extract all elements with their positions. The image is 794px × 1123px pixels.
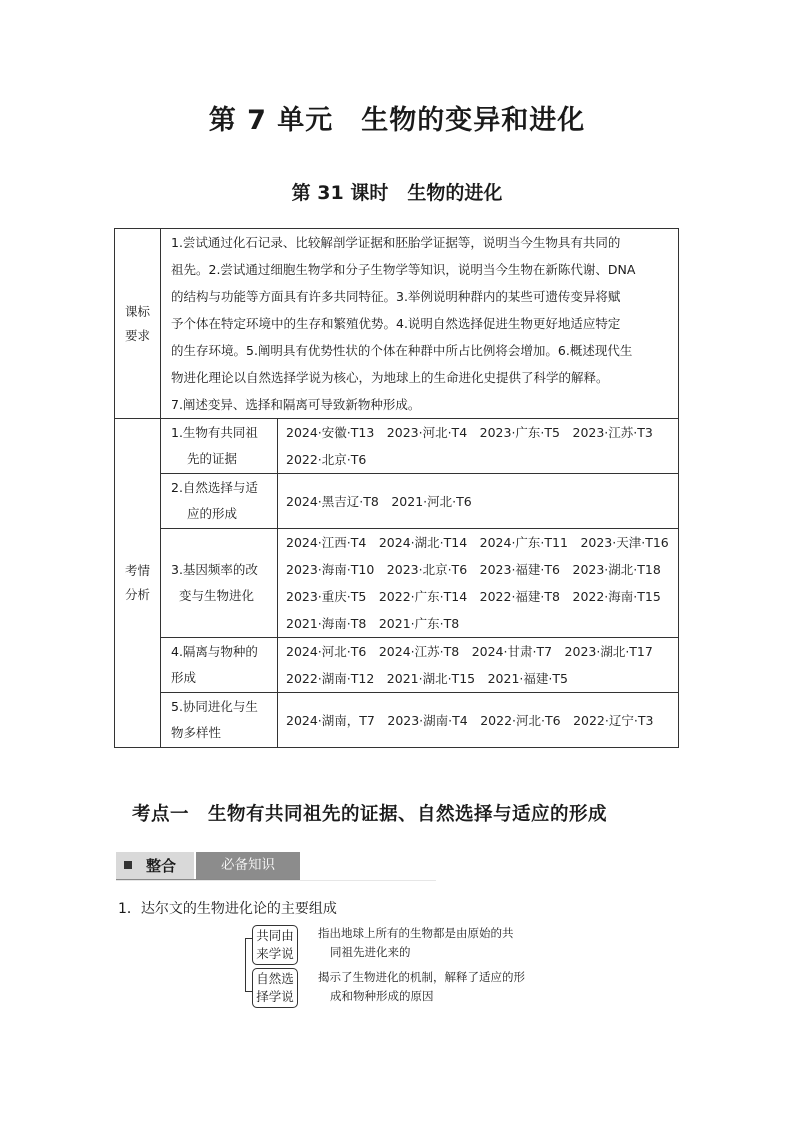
item-title: 1．达尔文的生物进化论的主要组成 bbox=[118, 901, 337, 917]
square-bullet-icon bbox=[124, 861, 132, 869]
analysis-row bbox=[115, 638, 679, 693]
topic-cell: 5.协同进化与生 物多样性 bbox=[161, 693, 278, 748]
mindmap-description: 指出地球上所有的生物都是由原始的共 同祖先进化来的 bbox=[318, 926, 514, 959]
topic-cell: 2.自然选择与适 应的形成 bbox=[161, 474, 278, 529]
section-banner bbox=[116, 852, 300, 881]
unit-title: 第 7 单元 生物的变异和进化 bbox=[208, 105, 586, 136]
banner-sub: 必备知识 bbox=[196, 852, 300, 879]
refs-cell: 2024·湖南，T7 2023·湖南·T4 2022·河北·T6 2022·辽宁·T3 bbox=[278, 693, 679, 748]
lesson-title: 第 31 课时 生物的进化 bbox=[291, 182, 503, 204]
refs-cell: 2024·安徽·T13 2023·河北·T4 2023·广东·T5 2023·江苏·T3 2022·北京·T6 bbox=[278, 419, 679, 474]
bracket bbox=[245, 938, 252, 992]
requirements-text: 1.尝试通过化石记录、比较解剖学证据和胚胎学证据等，说明当今生物具有共同的 祖先。2.尝试通过细胞生物学和分子生物学等知识，说明当今生物在新陈代谢、DNA 的结构与功能等方面具有许多共同特征。3.举例说明种群内的某些可遗传变异将赋 予个体在特定环境中的生存和繁殖优势。4.说明自然选择促进生物更好地适应特定 的生存环境。5.阐明具有优势性状的个体在种群中所占比例将会增加。6.概述现代生 物进化理论以自然选择学说为核心，为地球上的生命进化史提供了科学的解释。 7.阐述变异、选择和隔离可导致新物种形成。 bbox=[161, 229, 679, 419]
analysis-row bbox=[115, 529, 679, 638]
refs-cell: 2024·江西·T4 2024·湖北·T14 2024·广东·T11 2023·天津·T16 2023·海南·T10 2023·北京·T6 2023·福建·T6 2023·湖北·T18 2023·重庆·T5 2022·广东·T14 2022·福建·T8 2022·海南·T15 2021·海南·T8 2021·广东·T8 bbox=[278, 529, 679, 638]
refs-cell: 2024·黑吉辽·T8 2021·河北·T6 bbox=[278, 474, 679, 529]
mindmap-node: 自然选 择学说 bbox=[252, 968, 298, 1008]
requirements-row bbox=[115, 229, 679, 419]
analysis-row bbox=[115, 693, 679, 748]
key-point-title: 考点一 生物有共同祖先的证据、自然选择与适应的形成 bbox=[132, 804, 608, 825]
analysis-row bbox=[115, 474, 679, 529]
requirements-header: 课标 要求 bbox=[115, 229, 161, 419]
analysis-header: 考情 分析 bbox=[115, 419, 161, 748]
divider bbox=[116, 880, 436, 881]
topic-cell: 4.隔离与物种的 形成 bbox=[161, 638, 278, 693]
mindmap-node: 共同由 来学说 bbox=[252, 925, 298, 965]
curriculum-table bbox=[114, 228, 679, 748]
refs-cell: 2024·河北·T6 2024·江苏·T8 2024·甘肃·T7 2023·湖北·T17 2022·湖南·T12 2021·湖北·T15 2021·福建·T5 bbox=[278, 638, 679, 693]
mindmap-description: 揭示了生物进化的机制，解释了适应的形 成和物种形成的原因 bbox=[318, 970, 525, 1003]
topic-cell: 1.生物有共同祖 先的证据 bbox=[161, 419, 278, 474]
banner-label: 整合 bbox=[146, 857, 177, 875]
topic-cell: 3.基因频率的改 变与生物进化 bbox=[161, 529, 278, 638]
analysis-row bbox=[115, 419, 679, 474]
